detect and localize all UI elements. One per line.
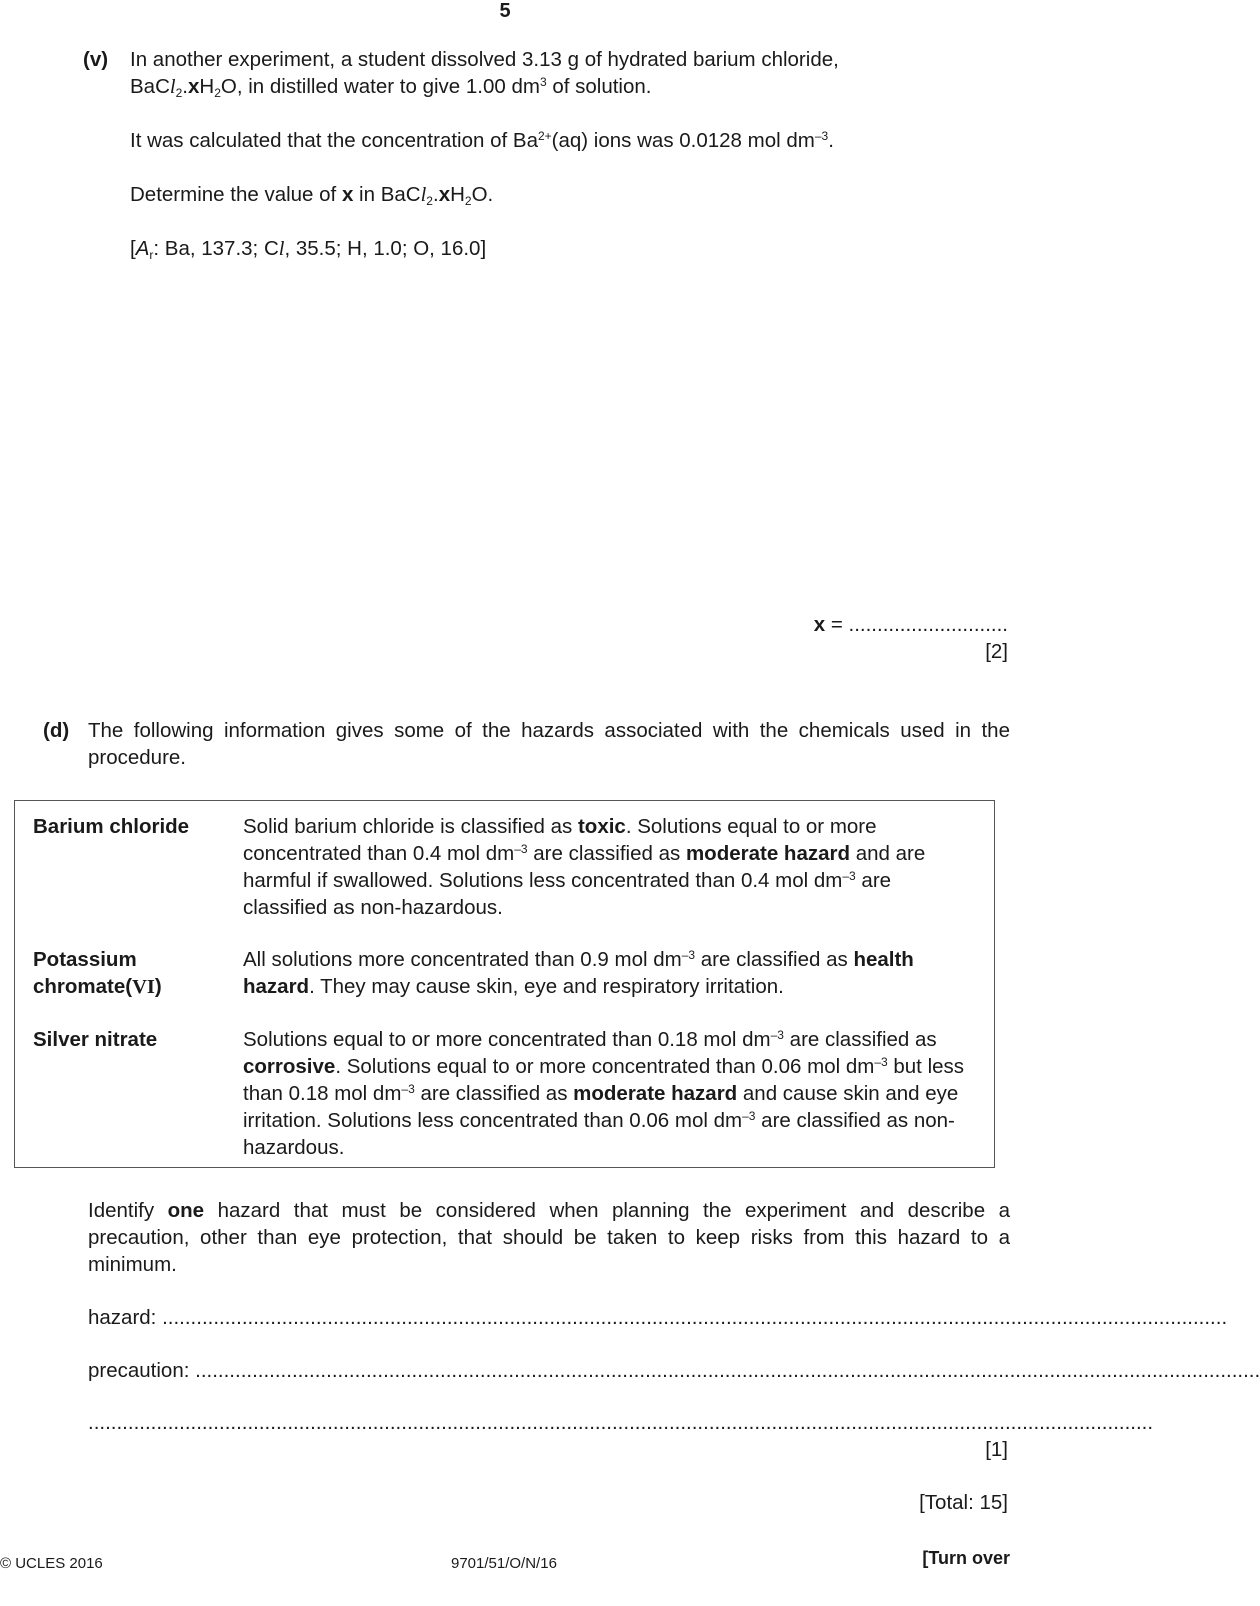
hazard-text: –3 [401, 1082, 415, 1096]
hazard-name-silver-nitrate: Silver nitrate [33, 1028, 158, 1051]
hazard-text: are classified as [414, 1082, 574, 1105]
hazard-text: –3 [681, 948, 696, 962]
hazard-text: . They may cause skin, eye and respiratory irritation. [309, 975, 784, 998]
hazard-text: but less than 0.18 mol dm [243, 1055, 965, 1105]
hazard-text: –3 [770, 1028, 784, 1042]
hazard-classification: health hazard [243, 948, 914, 998]
question-label-d: (d) [43, 719, 70, 742]
hazard-text: –3 [874, 1055, 888, 1069]
hazard-text: Solutions equal to or more concentrated than 0.18 mol dm [243, 1028, 771, 1051]
hazard-text: . Solutions equal to or more concentrated than 0.06 mol dm [335, 1055, 875, 1078]
part-v-intro-line1: In another experiment, a student dissolved 3.13 g of hydrated barium chloride, [130, 48, 839, 71]
hazard-classification: moderate hazard [685, 842, 851, 865]
hazard-desc-barium-chloride [243, 813, 973, 921]
hazard-text: All solutions more concentrated than 0.9 mol dm [243, 948, 682, 971]
hazard-classification: toxic [577, 815, 626, 838]
hazard-text: are classified as non-hazardous. [243, 869, 892, 919]
hazard-text: and are harmful if swallowed. Solutions less concentrated than 0.4 mol dm [243, 842, 926, 892]
precaution-answer-line[interactable]: precaution: ........................................................................................................................................................................................... [88, 1359, 1260, 1382]
part-v-determine: Determine the value of x in $BaCl_2.xH_2O$. [130, 183, 494, 208]
footer-paper-code: 9701/51/O/N/16 [451, 1555, 557, 1572]
footer-copyright: © UCLES 2016 [0, 1555, 103, 1572]
hazard-desc-potassium-chromate [243, 946, 973, 1000]
hazard-text: –3 [842, 869, 856, 883]
question-label-v: (v) [83, 48, 109, 71]
hazard-text: Solid barium chloride is classified as [243, 815, 578, 838]
total-marks: [Total: 15] [919, 1491, 1008, 1514]
relative-atomic-masses: [$A_r$: Ba, 137.3; Cl, 35.5; H, 1.0; O, 16.0] [130, 237, 487, 262]
hazard-text: . Solutions equal to or more concentrated than 0.4 mol dm [243, 815, 877, 865]
hazard-text: are classified as [695, 948, 854, 971]
part-d-intro: The following information gives some of the hazards associated with the chemicals used in the procedure. [88, 719, 1010, 769]
hazard-desc-silver-nitrate [243, 1026, 973, 1161]
hazard-text: are classified as [527, 842, 686, 865]
hazard-table [14, 800, 995, 1168]
turn-over: [Turn over [922, 1548, 1010, 1568]
part-v-concentration: It was calculated that the concentration of $Ba^{2+}(aq)$ ions was 0.0128 mol $dm^{-3}$. [130, 129, 834, 152]
hazard-classification: corrosive [243, 1055, 336, 1078]
hazard-text: –3 [742, 1109, 756, 1123]
marks-d: [1] [985, 1438, 1008, 1461]
hazard-text: and cause skin and eye irritation. Solutions less concentrated than 0.06 mol dm [243, 1082, 959, 1132]
page-number: 5 [499, 0, 511, 22]
identify-instruction: Identify one hazard that must be considered when planning the experiment and describe a precaution, other than eye protection, that should be taken to keep risks from this hazard to a minimum. [88, 1199, 1010, 1276]
hazard-text: are classified as non-hazardous. [243, 1109, 955, 1159]
marks-v: [2] [985, 640, 1008, 663]
hazard-classification: moderate hazard [573, 1082, 738, 1105]
hazard-answer-line[interactable]: hazard: ........................................................................................................................................................................................... [88, 1306, 1228, 1329]
hazard-text: –3 [514, 842, 528, 856]
hazard-name-barium-chloride: Barium chloride [33, 815, 190, 838]
answer-x-line[interactable]: x = ............................ [813, 613, 1008, 636]
precaution-answer-line-2[interactable]: ........................................................................................................................................................................................... [88, 1411, 1154, 1434]
hazard-text: are classified as [783, 1028, 937, 1051]
hazard-name-potassium-chromate: Potassium chromate(VI) [33, 948, 162, 998]
part-v-intro-line2: $BaCl_2.xH_2O$, in distilled water to give 1.00 $dm^3$ of solution. [130, 75, 652, 100]
